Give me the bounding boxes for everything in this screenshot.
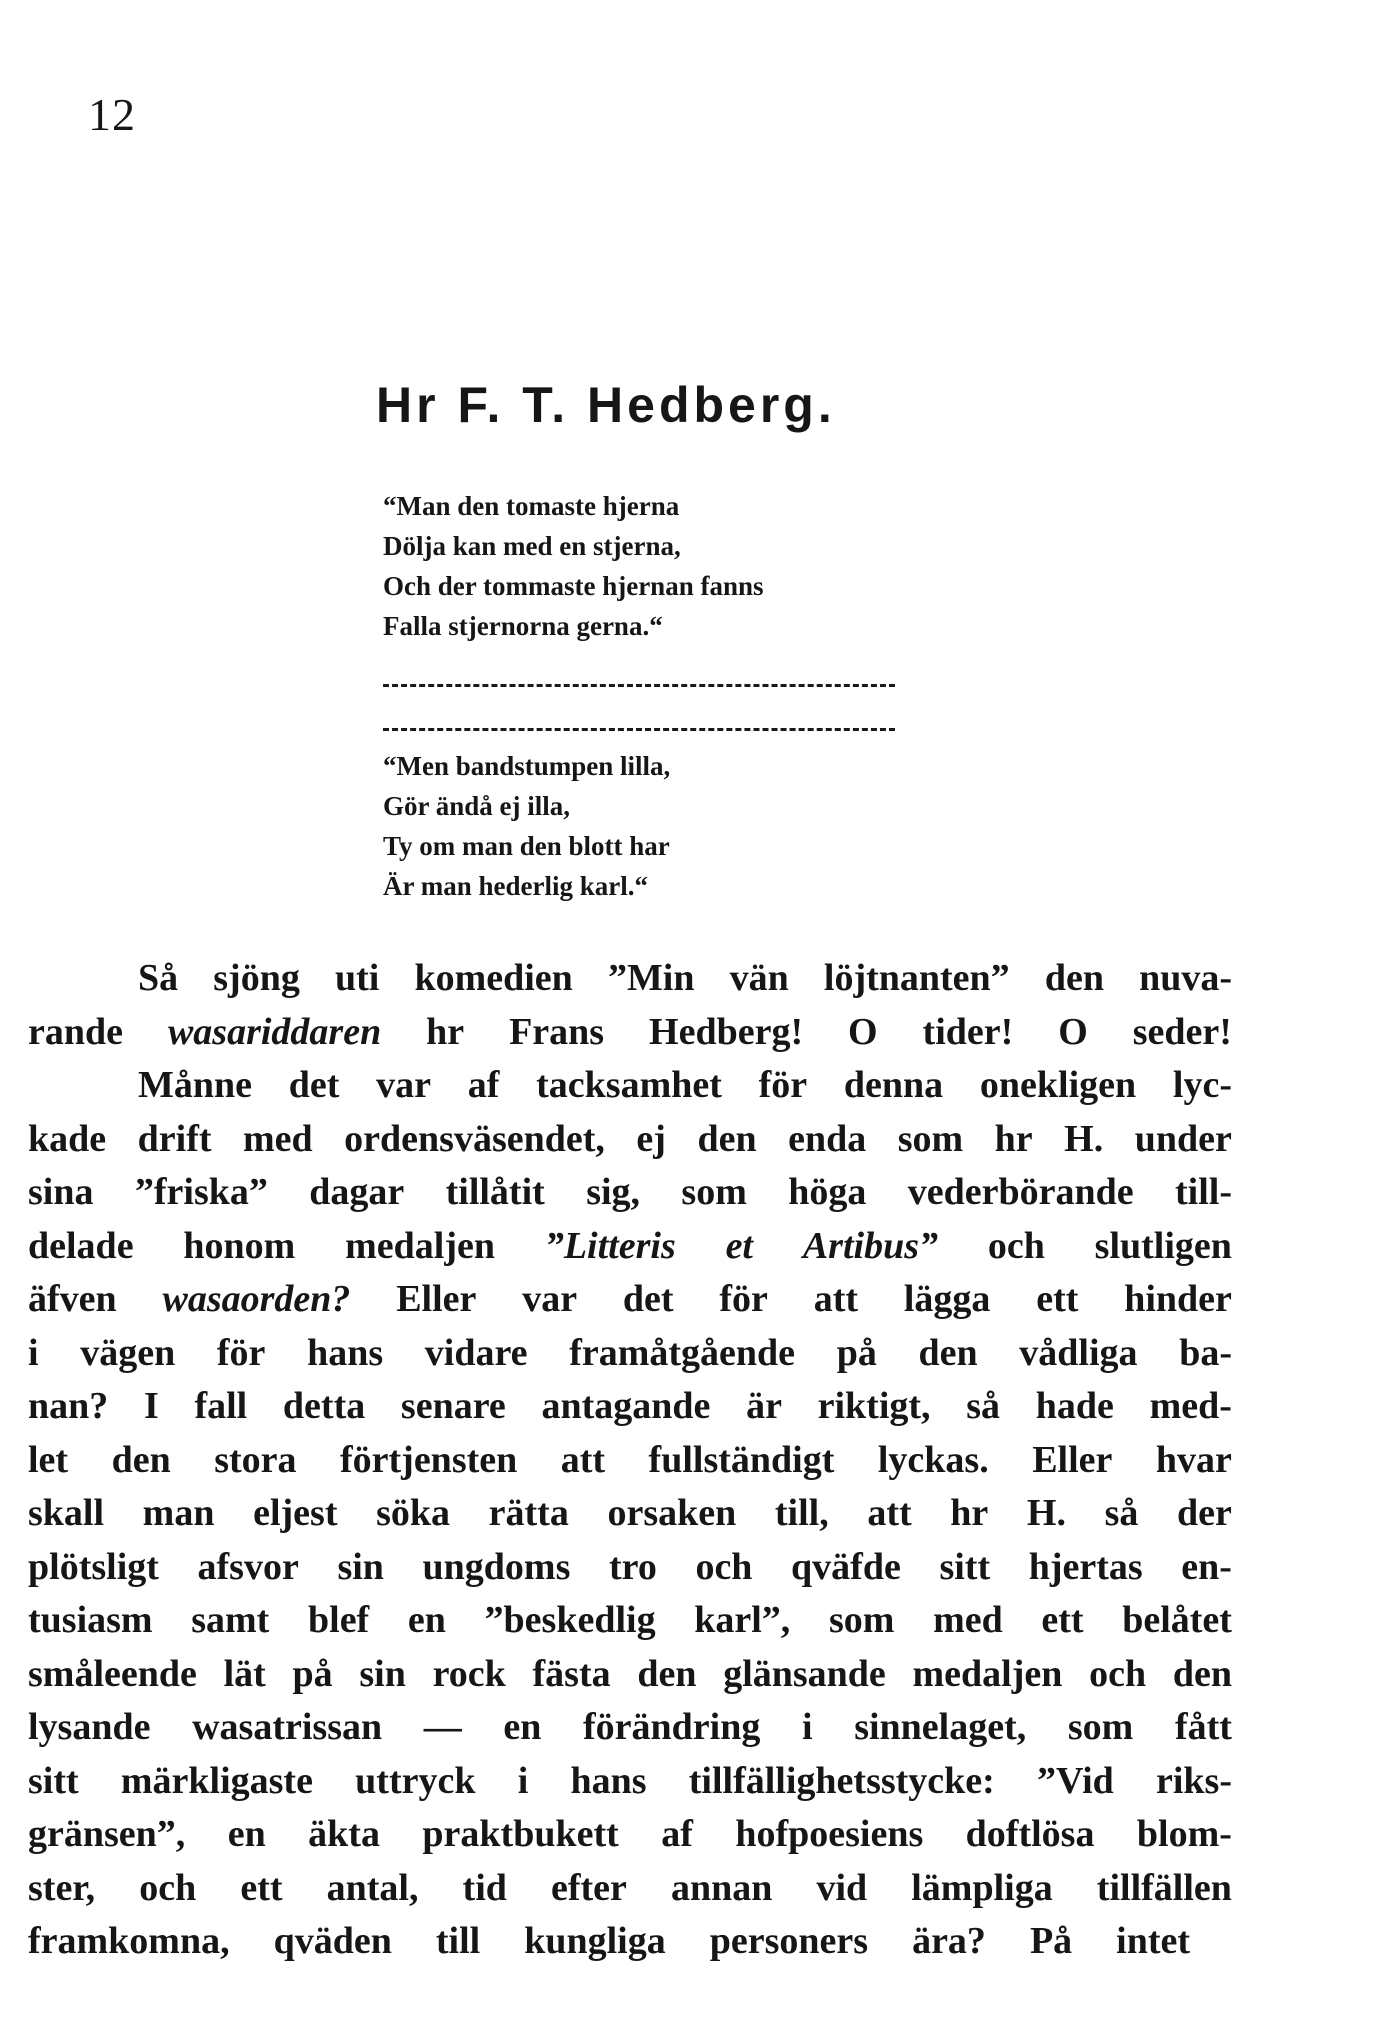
prose-word: gränsen”,	[28, 1813, 186, 1855]
prose-word: hans	[570, 1759, 647, 1802]
prose-word: som	[897, 1117, 964, 1160]
prose-word: ”friska”	[134, 1171, 268, 1213]
prose-word: det	[288, 1064, 340, 1106]
prose-word: för	[216, 1331, 266, 1374]
prose-word: nuva-	[1139, 957, 1232, 999]
prose-line	[28, 1006, 1232, 1060]
prose-word: riktigt,	[817, 1385, 931, 1427]
prose-word: enda	[788, 1117, 867, 1160]
verse-line: Är man hederlig karl.“	[383, 871, 648, 901]
prose-word: ”Min	[607, 957, 695, 999]
prose-word: detta	[282, 1385, 366, 1427]
prose-word: efter	[550, 1866, 627, 1909]
prose-word: medaljen	[912, 1652, 1063, 1695]
prose-word: qväfde	[791, 1545, 901, 1588]
prose-word: den	[637, 1652, 697, 1695]
prose-word: let	[28, 1438, 69, 1481]
prose-word: ungdoms	[422, 1545, 571, 1588]
prose-word: äkta	[308, 1813, 380, 1855]
prose-word: eljest	[253, 1492, 338, 1534]
prose-word: kungliga	[524, 1920, 666, 1962]
prose-word: qväden	[273, 1920, 392, 1962]
prose-word: tusiasm	[28, 1599, 153, 1641]
prose-word: sin	[337, 1545, 384, 1588]
prose-word: ”Vid	[1037, 1759, 1114, 1802]
prose-word: den	[1044, 957, 1104, 999]
prose-word: ett	[240, 1866, 283, 1909]
prose-word: drift	[137, 1117, 212, 1160]
prose-word: lysande	[28, 1706, 151, 1748]
prose-word: stora	[214, 1438, 297, 1481]
prose-word: och	[1089, 1652, 1147, 1695]
prose-word: H.	[1026, 1492, 1066, 1534]
page-number: 12	[88, 89, 136, 140]
prose-line	[28, 1166, 1232, 1220]
prose-line	[28, 1487, 1232, 1541]
prose-word: vederbörande	[907, 1171, 1134, 1213]
prose-word: rock	[432, 1652, 506, 1695]
prose-word: löjtnanten”	[823, 957, 1010, 999]
prose-word: till	[435, 1920, 481, 1962]
prose-word: den	[1172, 1652, 1232, 1695]
prose-word: praktbukett	[422, 1813, 619, 1855]
prose-word: honom	[183, 1224, 296, 1267]
dash-divider-2	[383, 728, 895, 731]
prose-word: På	[1029, 1920, 1073, 1962]
prose-word: skall	[28, 1492, 105, 1534]
prose-word: fall	[194, 1385, 248, 1427]
prose-word: den	[697, 1117, 757, 1160]
prose-word: hr	[426, 1010, 465, 1053]
prose-word: O	[848, 1010, 878, 1053]
prose-line	[28, 1701, 1232, 1755]
prose-line	[28, 1915, 1232, 1969]
prose-word: komedien	[414, 957, 573, 999]
prose-word: senare	[400, 1385, 506, 1427]
prose-word: der	[1177, 1492, 1232, 1534]
prose-word: glänsande	[723, 1652, 886, 1695]
prose-word: riks-	[1156, 1759, 1232, 1802]
prose-line	[28, 1541, 1232, 1595]
prose-word: karl”,	[694, 1599, 791, 1641]
prose-word: i	[28, 1331, 39, 1374]
prose-word: lägga	[903, 1278, 991, 1320]
prose-word: antagande	[541, 1385, 711, 1427]
prose-word: Eller	[396, 1278, 477, 1320]
prose-word: O	[1058, 1010, 1088, 1053]
prose-word: småleende	[28, 1652, 197, 1695]
prose-word: fullständigt	[648, 1438, 835, 1481]
prose-word: den	[918, 1331, 978, 1374]
prose-word: doftlösa	[965, 1813, 1095, 1855]
prose-word: af	[661, 1813, 693, 1855]
prose-word: höga	[788, 1171, 867, 1213]
prose-word: under	[1134, 1117, 1232, 1160]
prose-word: blef	[308, 1599, 370, 1641]
prose-word: plötsligt	[28, 1545, 159, 1588]
prose-word: sin	[359, 1652, 406, 1695]
prose-word: delade	[28, 1224, 134, 1267]
prose-word: I	[143, 1385, 159, 1427]
prose-word: är	[746, 1385, 782, 1427]
prose-line	[28, 1113, 1232, 1167]
verse-line: Och der tommaste hjernan fanns	[383, 571, 764, 601]
prose-word: vän	[729, 957, 789, 999]
prose-word: för	[758, 1064, 808, 1106]
prose-word: hr	[994, 1117, 1033, 1160]
prose-word: tillfällen	[1096, 1866, 1232, 1909]
prose-word: som	[681, 1171, 747, 1213]
prose-word: fått	[1174, 1706, 1232, 1748]
prose-word: ster,	[28, 1866, 96, 1909]
prose-word: Så	[138, 957, 179, 999]
prose-word: ”beskedlig	[484, 1599, 656, 1641]
prose-word: tro	[608, 1545, 657, 1588]
prose-line	[28, 1327, 1232, 1381]
prose-word: och	[987, 1224, 1045, 1267]
prose-word: att	[867, 1492, 912, 1534]
prose-word: till-	[1175, 1171, 1232, 1213]
prose-word: Artibus”	[802, 1224, 938, 1267]
prose-word: intet	[1116, 1920, 1191, 1962]
prose-word: märkligaste	[120, 1759, 313, 1802]
prose-word: afsvor	[197, 1545, 299, 1588]
prose-word: uttryck	[355, 1759, 476, 1802]
prose-word: framkomna,	[28, 1920, 230, 1962]
prose-word: den	[111, 1438, 171, 1481]
prose-word: lämpliga	[911, 1866, 1053, 1909]
page-title: Hr F. T. Hedberg.	[376, 377, 836, 433]
prose-word: på	[836, 1331, 877, 1374]
prose-word: ordensväsendet,	[344, 1117, 605, 1160]
prose-word: en-	[1181, 1545, 1232, 1588]
prose-word: ett	[1036, 1278, 1079, 1320]
prose-line	[28, 1220, 1232, 1274]
prose-word: lyc-	[1172, 1064, 1232, 1106]
prose-word: så	[1104, 1492, 1139, 1534]
prose-word: hjertas	[1028, 1545, 1143, 1588]
prose-word: et	[725, 1224, 753, 1267]
prose-word: sjöng	[213, 957, 300, 999]
prose-word: förtjensten	[339, 1438, 518, 1481]
prose-word: hofpoesiens	[735, 1813, 924, 1855]
prose-word: i	[517, 1759, 529, 1802]
prose-word: onekligen	[979, 1064, 1137, 1106]
prose-word: sina	[28, 1171, 94, 1213]
prose-word: rande	[28, 1010, 123, 1053]
prose-word: en	[503, 1706, 542, 1748]
prose-word: blom-	[1136, 1813, 1232, 1855]
prose-word: med-	[1149, 1385, 1232, 1427]
prose-word: Månne	[138, 1064, 252, 1106]
prose-word: tillåtit	[445, 1171, 545, 1213]
prose-word: med	[933, 1599, 1003, 1641]
prose-word: denna	[843, 1064, 944, 1106]
prose-word: hade	[1035, 1385, 1114, 1427]
prose-word: med	[243, 1117, 313, 1160]
prose-word: tid	[462, 1866, 507, 1909]
prose-word: orsaken	[607, 1492, 737, 1534]
dash-divider-1	[383, 684, 895, 687]
prose-word: söka	[376, 1492, 451, 1534]
verse-line: “Men bandstumpen lilla,	[383, 751, 671, 781]
verse-line: “Man den tomaste hjerna	[383, 491, 680, 521]
prose-word: sig,	[586, 1171, 641, 1213]
verse-line: Dölja kan med en stjerna,	[383, 531, 681, 561]
prose-word: ba-	[1179, 1331, 1232, 1374]
prose-word: och	[695, 1545, 753, 1588]
prose-word: förändring	[583, 1706, 761, 1748]
prose-line	[28, 1059, 1232, 1113]
prose-word: —	[423, 1706, 462, 1748]
prose-line	[28, 1648, 1232, 1702]
prose-word: som	[1067, 1706, 1134, 1748]
prose-word: nan?	[28, 1385, 109, 1427]
prose-word: hans	[307, 1331, 384, 1374]
prose-word: vägen	[80, 1331, 176, 1374]
prose-word: äfven	[28, 1278, 117, 1320]
prose-word: var	[522, 1278, 578, 1320]
prose-word: att	[560, 1438, 606, 1481]
prose-word: samt	[191, 1599, 270, 1641]
prose-line	[28, 1273, 1232, 1327]
prose-word: ej	[636, 1117, 666, 1160]
prose-word: Eller	[1032, 1438, 1113, 1481]
prose-word: det	[622, 1278, 674, 1320]
prose-word: belåtet	[1122, 1599, 1232, 1641]
verse-line: Ty om man den blott har	[383, 831, 670, 861]
prose-word: som	[828, 1599, 895, 1641]
prose-word: personers	[709, 1920, 869, 1962]
prose-word: antal,	[326, 1866, 419, 1909]
prose-word: wasariddaren	[167, 1010, 382, 1053]
prose-word: ett	[1041, 1599, 1084, 1641]
prose-word: man	[142, 1492, 215, 1534]
prose-word: Hedberg!	[649, 1010, 804, 1053]
prose-paragraph	[28, 952, 1232, 1969]
verse-line: Gör ändå ej illa,	[383, 791, 571, 821]
prose-word: lyckas.	[877, 1438, 989, 1481]
verse-stanza-1	[383, 486, 903, 646]
prose-word: att	[813, 1278, 859, 1320]
prose-word: tillfällighetsstycke:	[688, 1759, 995, 1802]
prose-line	[28, 1862, 1232, 1916]
prose-line	[28, 1594, 1232, 1648]
prose-word: en	[407, 1599, 446, 1641]
prose-word: sitt	[28, 1759, 79, 1802]
prose-word: kade	[28, 1117, 107, 1160]
prose-word: tacksamhet	[536, 1064, 722, 1106]
verse-stanza-2	[383, 746, 903, 906]
prose-word: fästa	[532, 1652, 611, 1695]
prose-word: annan	[670, 1866, 773, 1909]
prose-word: wasaorden?	[162, 1278, 351, 1320]
prose-word: lät	[223, 1652, 266, 1695]
prose-word: i	[802, 1706, 813, 1748]
prose-word: tider!	[922, 1010, 1014, 1053]
prose-word: till,	[774, 1492, 829, 1534]
prose-word: vidare	[424, 1331, 528, 1374]
prose-word: framåtgående	[569, 1331, 796, 1374]
prose-word: Frans	[509, 1010, 605, 1053]
prose-word: af	[467, 1064, 500, 1106]
prose-word: hr	[950, 1492, 989, 1534]
prose-word: hinder	[1124, 1278, 1232, 1320]
prose-word: sinnelaget,	[854, 1706, 1027, 1748]
prose-word: vid	[816, 1866, 868, 1909]
prose-word: sitt	[939, 1545, 991, 1588]
prose-word: en	[227, 1813, 266, 1855]
prose-word: var	[376, 1064, 431, 1106]
prose-word: ära?	[912, 1920, 986, 1962]
prose-line	[28, 1434, 1232, 1488]
prose-line	[28, 1808, 1232, 1862]
prose-word: wasatrissan	[192, 1706, 383, 1748]
prose-line	[28, 952, 1232, 1006]
prose-word: ”Litteris	[544, 1224, 676, 1267]
prose-word: vådliga	[1019, 1331, 1138, 1374]
prose-word: och	[139, 1866, 197, 1909]
prose-word: på	[292, 1652, 333, 1695]
prose-line	[28, 1755, 1232, 1809]
verse-line: Falla stjernorna gerna.“	[383, 611, 663, 641]
prose-word: för	[719, 1278, 768, 1320]
prose-word: H.	[1064, 1117, 1104, 1160]
prose-word: dagar	[309, 1171, 405, 1213]
prose-word: så	[966, 1385, 1001, 1427]
prose-word: hvar	[1155, 1438, 1232, 1481]
prose-word: medaljen	[345, 1224, 496, 1267]
prose-word: uti	[334, 957, 380, 999]
prose-word: rätta	[488, 1492, 569, 1534]
prose-word: seder!	[1132, 1010, 1232, 1053]
prose-line	[28, 1380, 1232, 1434]
prose-word: slutligen	[1094, 1224, 1232, 1267]
